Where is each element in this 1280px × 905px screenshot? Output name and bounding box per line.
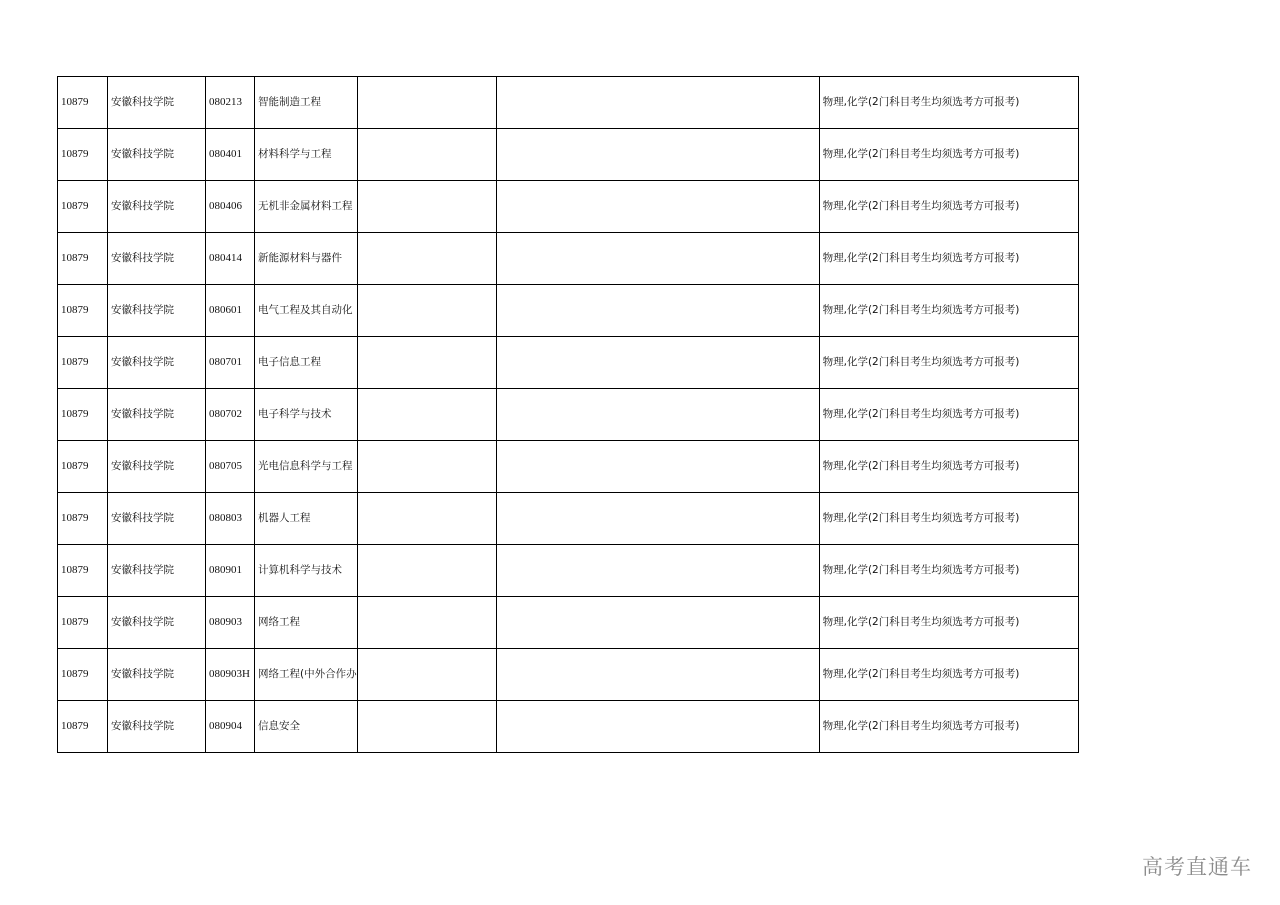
school-name-cell: 安徽科技学院	[108, 545, 206, 597]
table-row	[58, 77, 1079, 129]
empty-cell	[357, 389, 496, 441]
school-name-cell: 安徽科技学院	[108, 493, 206, 545]
empty-cell	[357, 129, 496, 181]
empty-cell	[357, 441, 496, 493]
major-name-cell: 电气工程及其自动化	[255, 285, 358, 337]
major-name-cell: 电子信息工程	[255, 337, 358, 389]
empty-cell	[357, 77, 496, 129]
major-code-cell: 080904	[206, 701, 255, 753]
table-body	[58, 77, 1079, 753]
subject-requirement-cell: 物理,化学(2门科目考生均须选考方可报考)	[819, 545, 1078, 597]
empty-cell	[496, 233, 819, 285]
subject-requirement-cell: 物理,化学(2门科目考生均须选考方可报考)	[819, 441, 1078, 493]
empty-cell	[496, 129, 819, 181]
school-code-cell: 10879	[58, 129, 108, 181]
table-row	[58, 337, 1079, 389]
empty-cell	[496, 493, 819, 545]
school-name-cell: 安徽科技学院	[108, 181, 206, 233]
major-code-cell: 080401	[206, 129, 255, 181]
subject-requirement-cell: 物理,化学(2门科目考生均须选考方可报考)	[819, 337, 1078, 389]
empty-cell	[357, 233, 496, 285]
major-code-cell: 080803	[206, 493, 255, 545]
table-row	[58, 389, 1079, 441]
school-name-cell: 安徽科技学院	[108, 233, 206, 285]
subject-requirement-cell: 物理,化学(2门科目考生均须选考方可报考)	[819, 181, 1078, 233]
empty-cell	[357, 597, 496, 649]
school-name-cell: 安徽科技学院	[108, 389, 206, 441]
subject-requirement-cell: 物理,化学(2门科目考生均须选考方可报考)	[819, 285, 1078, 337]
school-code-cell: 10879	[58, 493, 108, 545]
table-row	[58, 285, 1079, 337]
school-name-cell: 安徽科技学院	[108, 649, 206, 701]
table-row	[58, 597, 1079, 649]
empty-cell	[357, 181, 496, 233]
table-row	[58, 649, 1079, 701]
major-code-cell: 080414	[206, 233, 255, 285]
empty-cell	[496, 285, 819, 337]
empty-cell	[357, 493, 496, 545]
subject-requirement-cell: 物理,化学(2门科目考生均须选考方可报考)	[819, 129, 1078, 181]
empty-cell	[496, 649, 819, 701]
table-row	[58, 233, 1079, 285]
major-name-cell: 无机非金属材料工程	[255, 181, 358, 233]
school-code-cell: 10879	[58, 545, 108, 597]
major-name-cell: 信息安全	[255, 701, 358, 753]
major-code-cell: 080701	[206, 337, 255, 389]
school-code-cell: 10879	[58, 181, 108, 233]
major-name-cell: 光电信息科学与工程	[255, 441, 358, 493]
school-name-cell: 安徽科技学院	[108, 129, 206, 181]
watermark: 高考直通车	[1142, 855, 1252, 879]
empty-cell	[496, 389, 819, 441]
major-name-cell: 网络工程(中外合作办	[255, 649, 358, 701]
table-row	[58, 181, 1079, 233]
subject-requirement-cell: 物理,化学(2门科目考生均须选考方可报考)	[819, 597, 1078, 649]
table-row	[58, 441, 1079, 493]
major-code-cell: 080406	[206, 181, 255, 233]
empty-cell	[496, 441, 819, 493]
subject-requirement-cell: 物理,化学(2门科目考生均须选考方可报考)	[819, 701, 1078, 753]
major-name-cell: 智能制造工程	[255, 77, 358, 129]
school-name-cell: 安徽科技学院	[108, 337, 206, 389]
major-name-cell: 材料科学与工程	[255, 129, 358, 181]
table-row	[58, 493, 1079, 545]
major-name-cell: 新能源材料与器件	[255, 233, 358, 285]
school-name-cell: 安徽科技学院	[108, 597, 206, 649]
empty-cell	[357, 545, 496, 597]
major-name-cell: 网络工程	[255, 597, 358, 649]
major-name-cell: 机器人工程	[255, 493, 358, 545]
empty-cell	[357, 649, 496, 701]
subject-requirement-cell: 物理,化学(2门科目考生均须选考方可报考)	[819, 649, 1078, 701]
school-code-cell: 10879	[58, 285, 108, 337]
school-code-cell: 10879	[58, 649, 108, 701]
subject-requirement-cell: 物理,化学(2门科目考生均须选考方可报考)	[819, 389, 1078, 441]
major-code-cell: 080903	[206, 597, 255, 649]
table-row	[58, 545, 1079, 597]
school-name-cell: 安徽科技学院	[108, 441, 206, 493]
empty-cell	[357, 701, 496, 753]
major-code-cell: 080601	[206, 285, 255, 337]
empty-cell	[496, 545, 819, 597]
table-row	[58, 701, 1079, 753]
major-code-cell: 080901	[206, 545, 255, 597]
major-code-cell: 080702	[206, 389, 255, 441]
school-code-cell: 10879	[58, 337, 108, 389]
major-code-cell: 080903H	[206, 649, 255, 701]
school-code-cell: 10879	[58, 77, 108, 129]
school-code-cell: 10879	[58, 597, 108, 649]
empty-cell	[496, 181, 819, 233]
school-name-cell: 安徽科技学院	[108, 77, 206, 129]
empty-cell	[496, 701, 819, 753]
subject-requirements-table	[57, 76, 1079, 753]
empty-cell	[357, 337, 496, 389]
major-name-cell: 电子科学与技术	[255, 389, 358, 441]
major-name-cell: 计算机科学与技术	[255, 545, 358, 597]
table-row	[58, 129, 1079, 181]
empty-cell	[496, 337, 819, 389]
school-code-cell: 10879	[58, 441, 108, 493]
empty-cell	[496, 77, 819, 129]
major-code-cell: 080705	[206, 441, 255, 493]
empty-cell	[496, 597, 819, 649]
school-name-cell: 安徽科技学院	[108, 701, 206, 753]
subject-requirement-cell: 物理,化学(2门科目考生均须选考方可报考)	[819, 233, 1078, 285]
school-code-cell: 10879	[58, 701, 108, 753]
school-name-cell: 安徽科技学院	[108, 285, 206, 337]
school-code-cell: 10879	[58, 233, 108, 285]
school-code-cell: 10879	[58, 389, 108, 441]
subject-requirement-cell: 物理,化学(2门科目考生均须选考方可报考)	[819, 77, 1078, 129]
major-code-cell: 080213	[206, 77, 255, 129]
subject-requirement-cell: 物理,化学(2门科目考生均须选考方可报考)	[819, 493, 1078, 545]
empty-cell	[357, 285, 496, 337]
